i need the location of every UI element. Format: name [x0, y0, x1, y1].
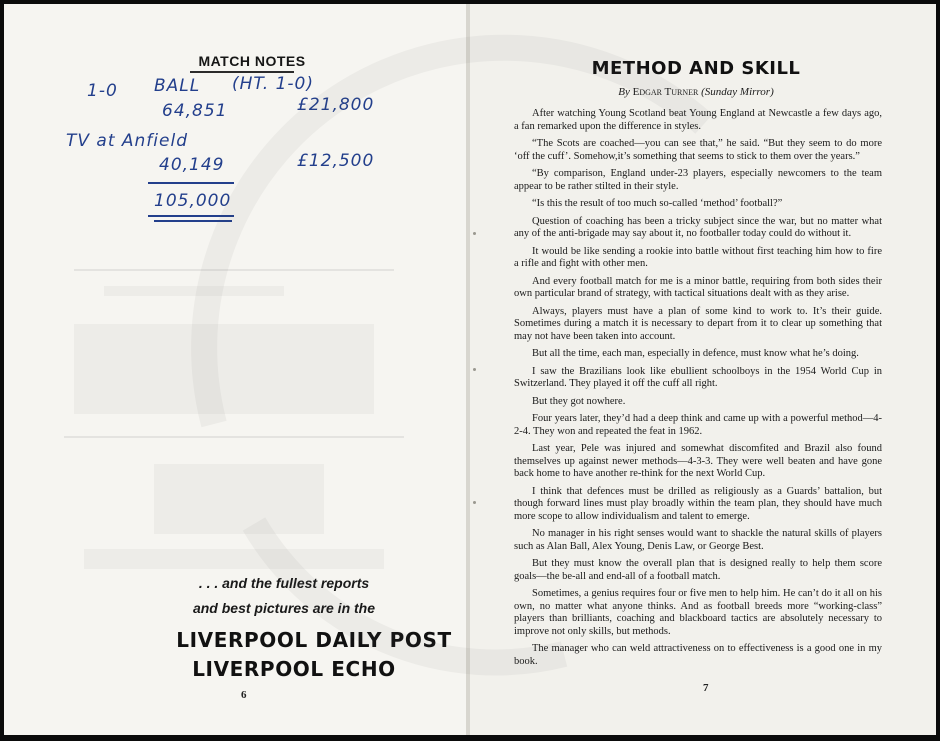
byline-source: (Sunday Mirror) [701, 86, 774, 98]
handwritten-tv-label: TV at Anfield [66, 131, 188, 151]
page-number-right: 7 [703, 682, 709, 694]
article-paragraph: Always, players must have a plan of some kind to work to. It’s their guide. Sometimes during a match it is necessary to depart from it to clear up something that may not have been taken into account. [514, 305, 882, 342]
article-paragraph: “Is this the result of too much so-called ‘method’ football?” [532, 198, 783, 209]
watermark-arc [4, 4, 936, 735]
handwritten-attendance: 64,851 [162, 101, 228, 121]
handwritten-scorer: BALL [154, 76, 201, 96]
watermark-band [204, 48, 704, 424]
article-title: METHOD AND SKILL [591, 58, 801, 79]
newspaper-name-echo: LIVERPOOL ECHO [192, 657, 396, 681]
handwritten-score: 1-0 [87, 81, 118, 101]
page-number-left: 6 [241, 689, 247, 701]
match-notes-title: MATCH NOTES [198, 53, 306, 69]
handwritten-tv-receipts: £12,500 [297, 151, 375, 171]
watermark-band [254, 524, 564, 662]
newspaper-name-daily-post: LIVERPOOL DAILY POST [176, 628, 452, 652]
handwritten-total: 105,000 [154, 191, 232, 211]
article-paragraph: It would be like sending a rookie into battle without first teaching him how to fire a rifle and fight with other men. [514, 245, 882, 269]
article-paragraph: Four years later, they’d had a deep think and came up with a powerful method—4-2-4. They won and repeated the feat in 1962. [514, 413, 882, 437]
article-paragraph: The manager who can weld attractiveness on to effectiveness is a good one in my book. [514, 643, 882, 667]
byline-prefix: By [618, 86, 630, 98]
article-paragraph: “By comparison, England under-23 players, especially newcomers to the team appear to be rather stilted in their style. [514, 168, 882, 192]
article-paragraph: But all the time, each man, especially in defence, must know what he’s doing. [532, 348, 859, 359]
programme-spread [4, 4, 936, 735]
article-paragraph: I think that defences must be drilled as religiously as a Guards’ battalion, but though forward lines must play broadly within the team plan, they should have much more scope to allow individualism and talent to emerge. [514, 485, 882, 522]
promo-line-2: and best pictures are in the [192, 600, 376, 616]
article-paragraph: I saw the Brazilians look like ebullient schoolboys in the 1954 World Cup in Switzerland. They played it off the cuff all right. [514, 365, 882, 389]
article-paragraph: But they must know the overall plan that is designed really to help them score goals—the be-all and end-all of a football match. [514, 558, 882, 582]
handwritten-half-time: (HT. 1-0) [232, 74, 314, 94]
article-paragraph: Sometimes, a genius requires four or five men to help him. He can’t do it all on his own, no matter what anyone thinks. And as football breeds more “working-class” players than brilliants, coaching and blackboard tactics are absolutely necessary to improve not only skills, but methods. [514, 588, 882, 637]
article-paragraph: “The Scots are coached—you can see that,” he said. “But they seem to do more ‘off the cuff’. Somehow,it’s something that seems to stick to them over the years.” [514, 138, 882, 162]
article-paragraph: Last year, Pele was injured and somewhat discomfited and Brazil also found themselves up against newer methods—4-3-3. They were well beaten and have gone back home to have another re-think for the next World Cup. [514, 443, 882, 479]
handwritten-tv-attendance: 40,149 [159, 155, 225, 175]
handwritten-receipts: £21,800 [297, 95, 375, 115]
article-paragraph: Question of coaching has been a tricky subject since the war, but no matter what any of the anti-brigade may say about it, no footballer today could do without it. [514, 215, 882, 239]
article-paragraph: No manager in his right senses would want to shackle the natural skills of players such as Alan Ball, Alex Young, Denis Law, or George Best. [514, 528, 882, 552]
promo-line-1: . . . and the fullest reports [198, 575, 370, 591]
article-paragraph: And every football match for me is a minor battle, requiring from both sides their own particular brand of strategy, with tactical situations dealt with as they arise. [514, 275, 882, 299]
byline-author: Edgar Turner [632, 86, 699, 98]
article-paragraph: But they got nowhere. [532, 395, 626, 407]
article-paragraph: After watching Young Scotland beat Young England at Newcastle a few days ago, a fan remarked upon the difference in styles. [514, 108, 882, 132]
